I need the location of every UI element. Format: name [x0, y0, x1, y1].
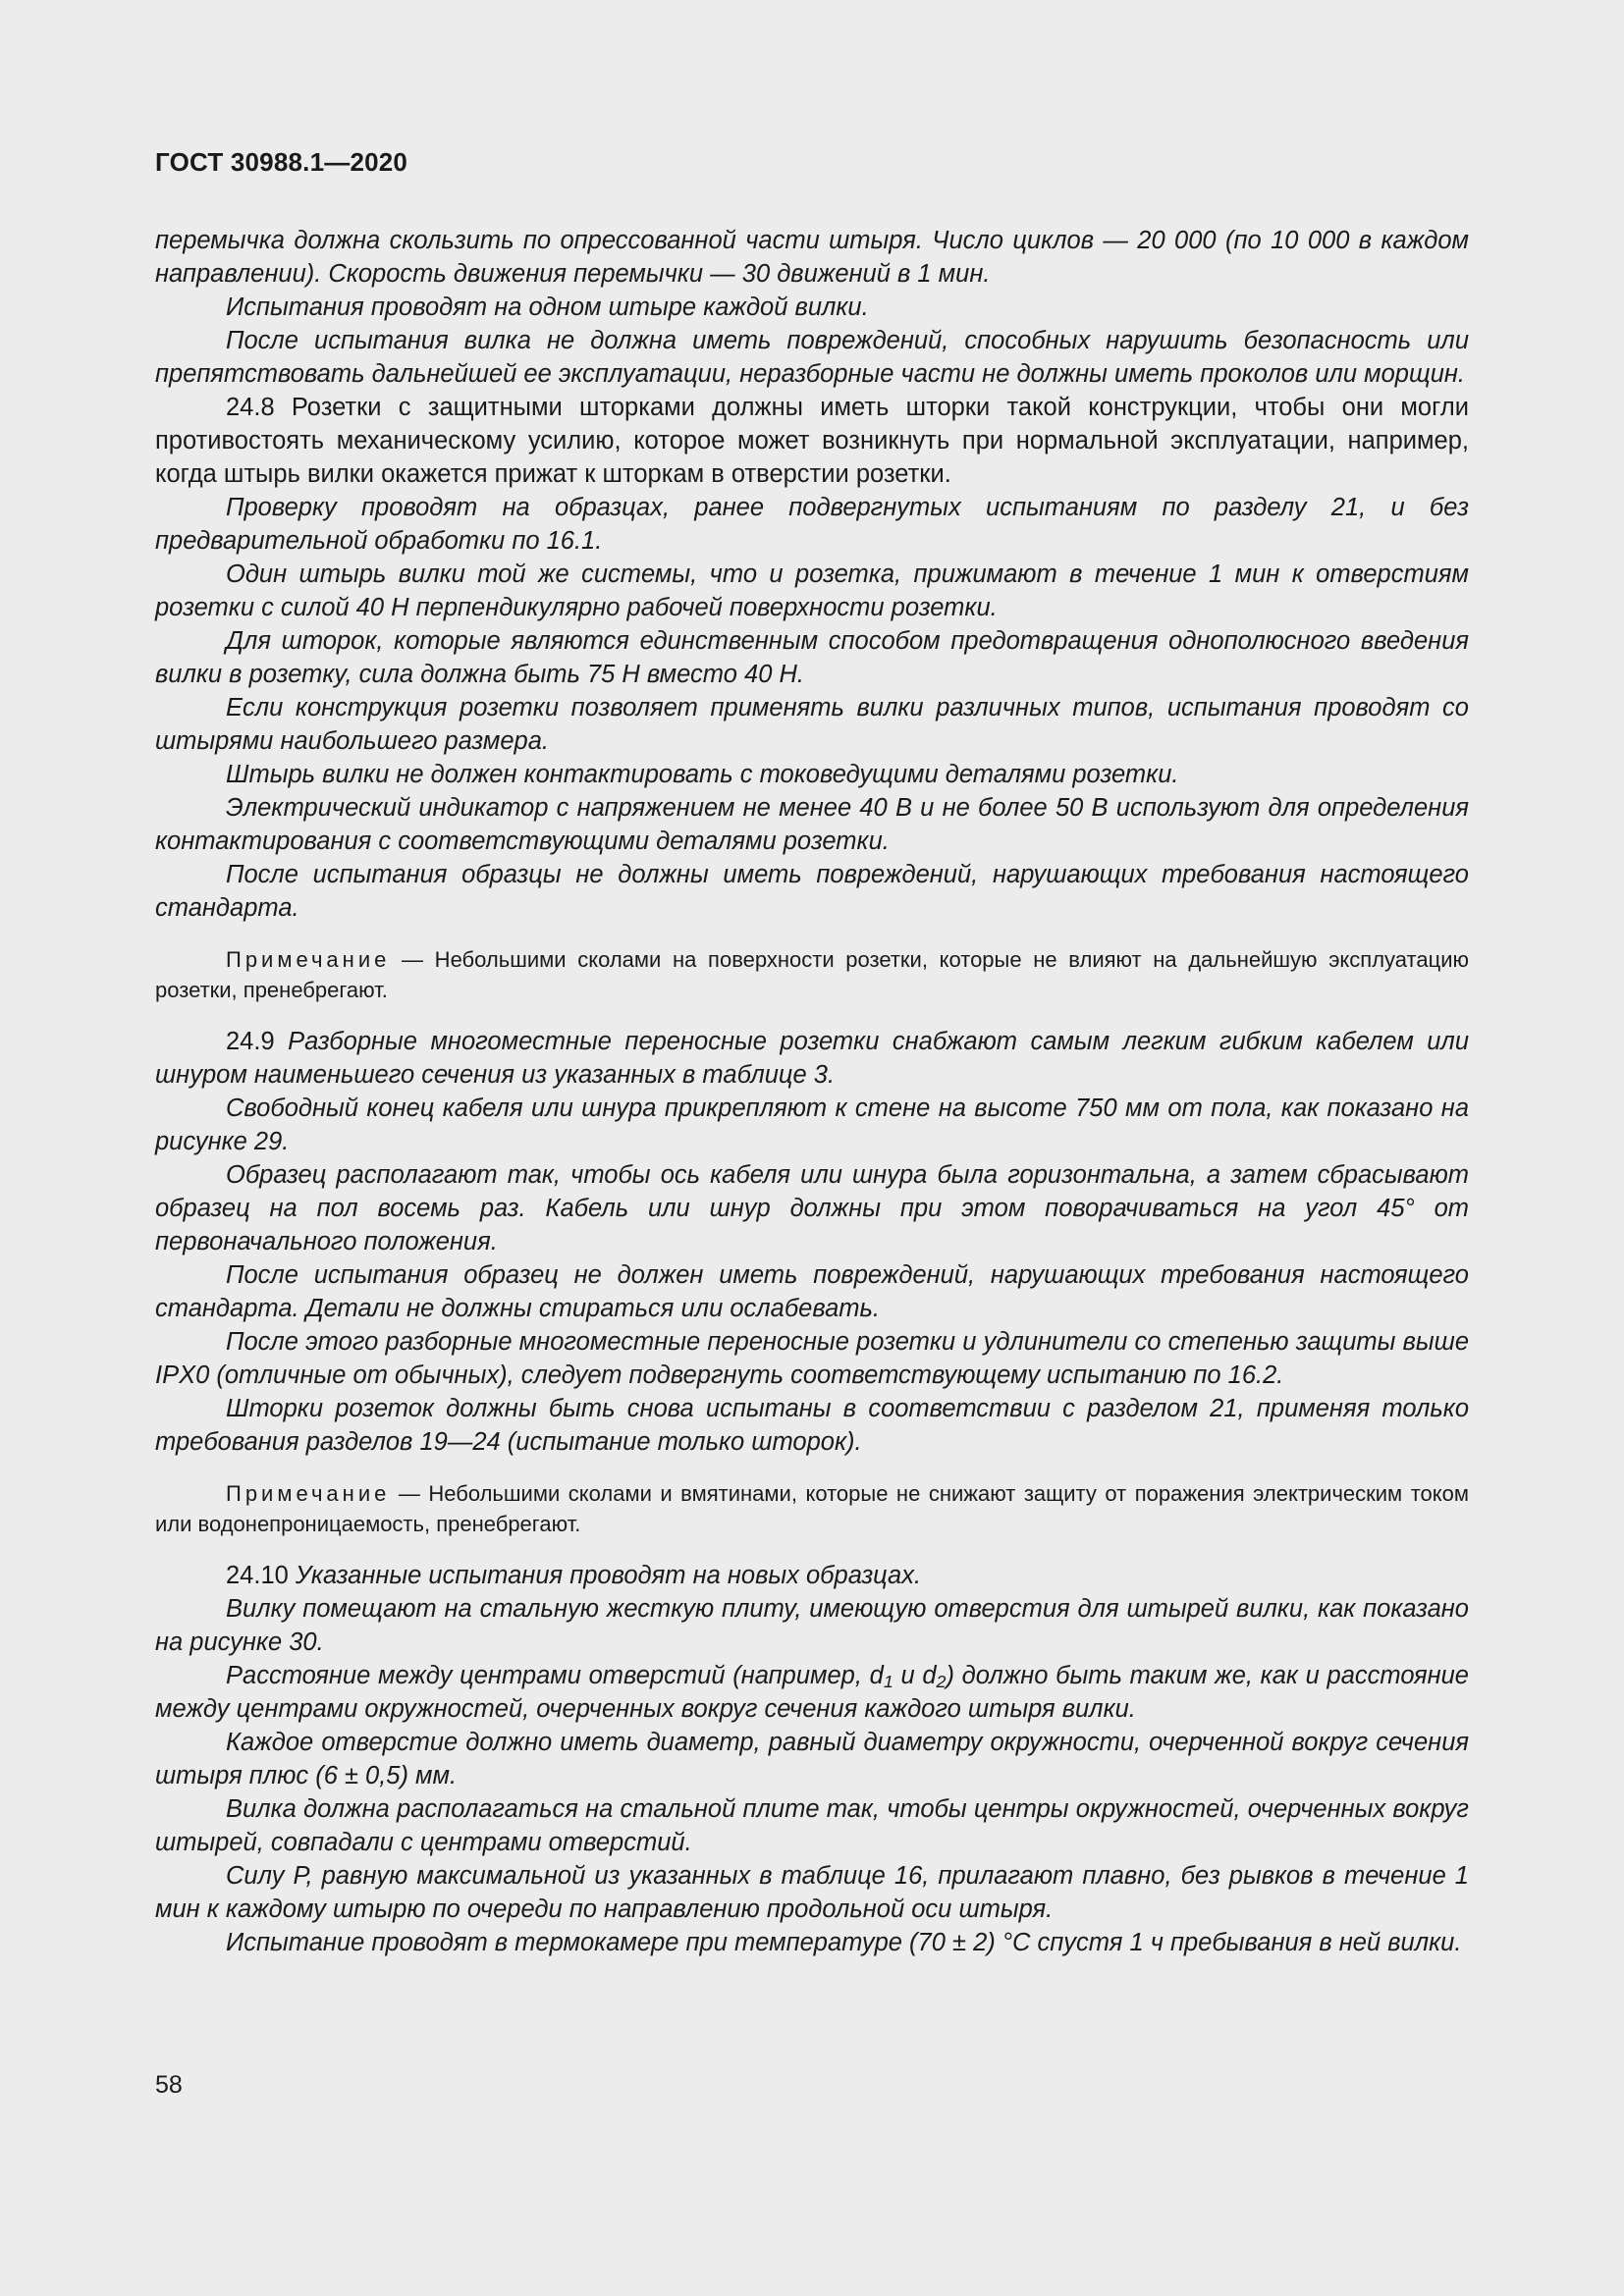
paragraph: Один штырь вилки той же системы, что и розетка, прижимают в течение 1 мин к отверстиям розетки с силой 40 Н перпендикулярно рабочей поверхности розетки.	[155, 561, 1469, 621]
paragraph: После этого разборные многоместные переносные розетки и удлинители со степенью защиты выше IPX0 (отличные от обычных), следует подвергнуть соответствующему испытанию по 16.2.	[155, 1328, 1469, 1389]
text-run: и d	[893, 1662, 937, 1689]
note	[155, 1478, 1469, 1539]
section-text: Разборные многоместные переносные розетки снабжают самым легким гибким кабелем или шнуром наименьшего сечения из указанных в таблице 3.	[155, 1028, 1469, 1089]
section-number: 24.10	[226, 1562, 289, 1589]
paragraph: Электрический индикатор с напряжением не менее 40 В и не более 50 В используют для определения контактирования с соответствующими деталями розетки.	[155, 794, 1469, 855]
note-text: — Небольшими сколами и вмятинами, которые не снижают защиту от поражения электрическим током или водонепроницаемость, пренебрегают.	[155, 1481, 1469, 1536]
paragraph: После испытания образцы не должны иметь повреждений, нарушающих требования настоящего стандарта.	[155, 861, 1469, 922]
paragraph: После испытания образец не должен иметь повреждений, нарушающих требования настоящего стандарта. Детали не должны стираться или ослабевать.	[155, 1261, 1469, 1322]
paragraph: Вилка должна располагаться на стальной плите так, чтобы центры окружностей, очерченных вокруг штырей, совпадали с центрами отверстий.	[155, 1795, 1469, 1856]
document-body	[155, 224, 1469, 1959]
note-label: Примечание	[226, 1481, 391, 1506]
note-label: Примечание	[226, 947, 391, 972]
paragraph: перемычка должна скользить по опрессованной части штыря. Число циклов — 20 000 (по 10 000 в каждом направлении). Скорость движения перемычки — 30 движений в 1 мин.	[155, 227, 1469, 288]
paragraph: Испытание проводят в термокамере при температуре (70 ± 2) °С спустя 1 ч пребывания в ней вилки.	[226, 1929, 1462, 1956]
subscript: 2	[936, 1672, 947, 1691]
paragraph	[155, 1659, 1469, 1726]
section-number: 24.9	[226, 1028, 275, 1055]
text-run: Расстояние между центрами отверстий (например, d	[226, 1662, 884, 1689]
paragraph: После испытания вилка не должна иметь повреждений, способных нарушить безопасность или препятствовать дальнейшей ее эксплуатации, неразборные части не должны иметь проколов или морщин.	[155, 327, 1469, 388]
subscript: 1	[883, 1672, 893, 1691]
note-text: — Небольшими сколами на поверхности розетки, которые не влияют на дальнейшую эксплуатацию розетки, пренебрегают.	[155, 947, 1469, 1002]
text-run: ) должно быть таким же, как и расстояние между центрами окружностей, очерченных вокруг сечения каждого штыря вилки.	[155, 1662, 1469, 1723]
note	[155, 944, 1469, 1005]
page-number: 58	[155, 2071, 183, 2099]
paragraph: Если конструкция розетки позволяет применять вилки различных типов, испытания проводят со штырями наибольшего размера.	[155, 694, 1469, 755]
section-number: 24.8	[226, 394, 275, 421]
document-header: ГОСТ 30988.1—2020	[155, 147, 408, 177]
paragraph: Испытания проводят на одном штыре каждой вилки.	[226, 294, 869, 321]
paragraph: Образец располагают так, чтобы ось кабеля или шнура была горизонтальна, а затем сбрасывают образец на пол восемь раз. Кабель или шнур должны при этом поворачиваться на угол 45° от первоначального положения.	[155, 1161, 1469, 1255]
paragraph: Силу Р, равную максимальной из указанных в таблице 16, прилагают плавно, без рывков в течение 1 мин к каждому штырю по очереди по направлению продольной оси штыря.	[155, 1862, 1469, 1923]
section-24-9	[155, 1025, 1469, 1092]
paragraph: Вилку помещают на стальную жесткую плиту, имеющую отверстия для штырей вилки, как показано на рисунке 30.	[155, 1595, 1469, 1656]
section-text: Розетки с защитными шторками должны иметь шторки такой конструкции, чтобы они могли противостоять механическому усилию, которое может возникнуть при нормальной эксплуатации, например, когда штырь вилки окажется прижат к шторкам в отверстии розетки.	[155, 394, 1469, 488]
paragraph: Шторки розеток должны быть снова испытаны в соответствии с разделом 21, применяя только требования разделов 19—24 (испытание только шторок).	[155, 1395, 1469, 1456]
paragraph: Проверку проводят на образцах, ранее подвергнутых испытаниям по разделу 21, и без предварительной обработки по 16.1.	[155, 494, 1469, 555]
paragraph: Штырь вилки не должен контактировать с токоведущими деталями розетки.	[226, 761, 1179, 788]
section-24-10	[155, 1559, 1469, 1592]
section-text: Указанные испытания проводят на новых образцах.	[295, 1562, 922, 1589]
paragraph: Для шторок, которые являются единственным способом предотвращения однополюсного введения вилки в розетку, сила должна быть 75 Н вместо 40 Н.	[155, 627, 1469, 688]
paragraph: Свободный конец кабеля или шнура прикрепляют к стене на высоте 750 мм от пола, как показано на рисунке 29.	[155, 1095, 1469, 1155]
paragraph: Каждое отверстие должно иметь диаметр, равный диаметру окружности, очерченной вокруг сечения штыря плюс (6 ± 0,5) мм.	[155, 1729, 1469, 1789]
section-24-8	[155, 391, 1469, 491]
